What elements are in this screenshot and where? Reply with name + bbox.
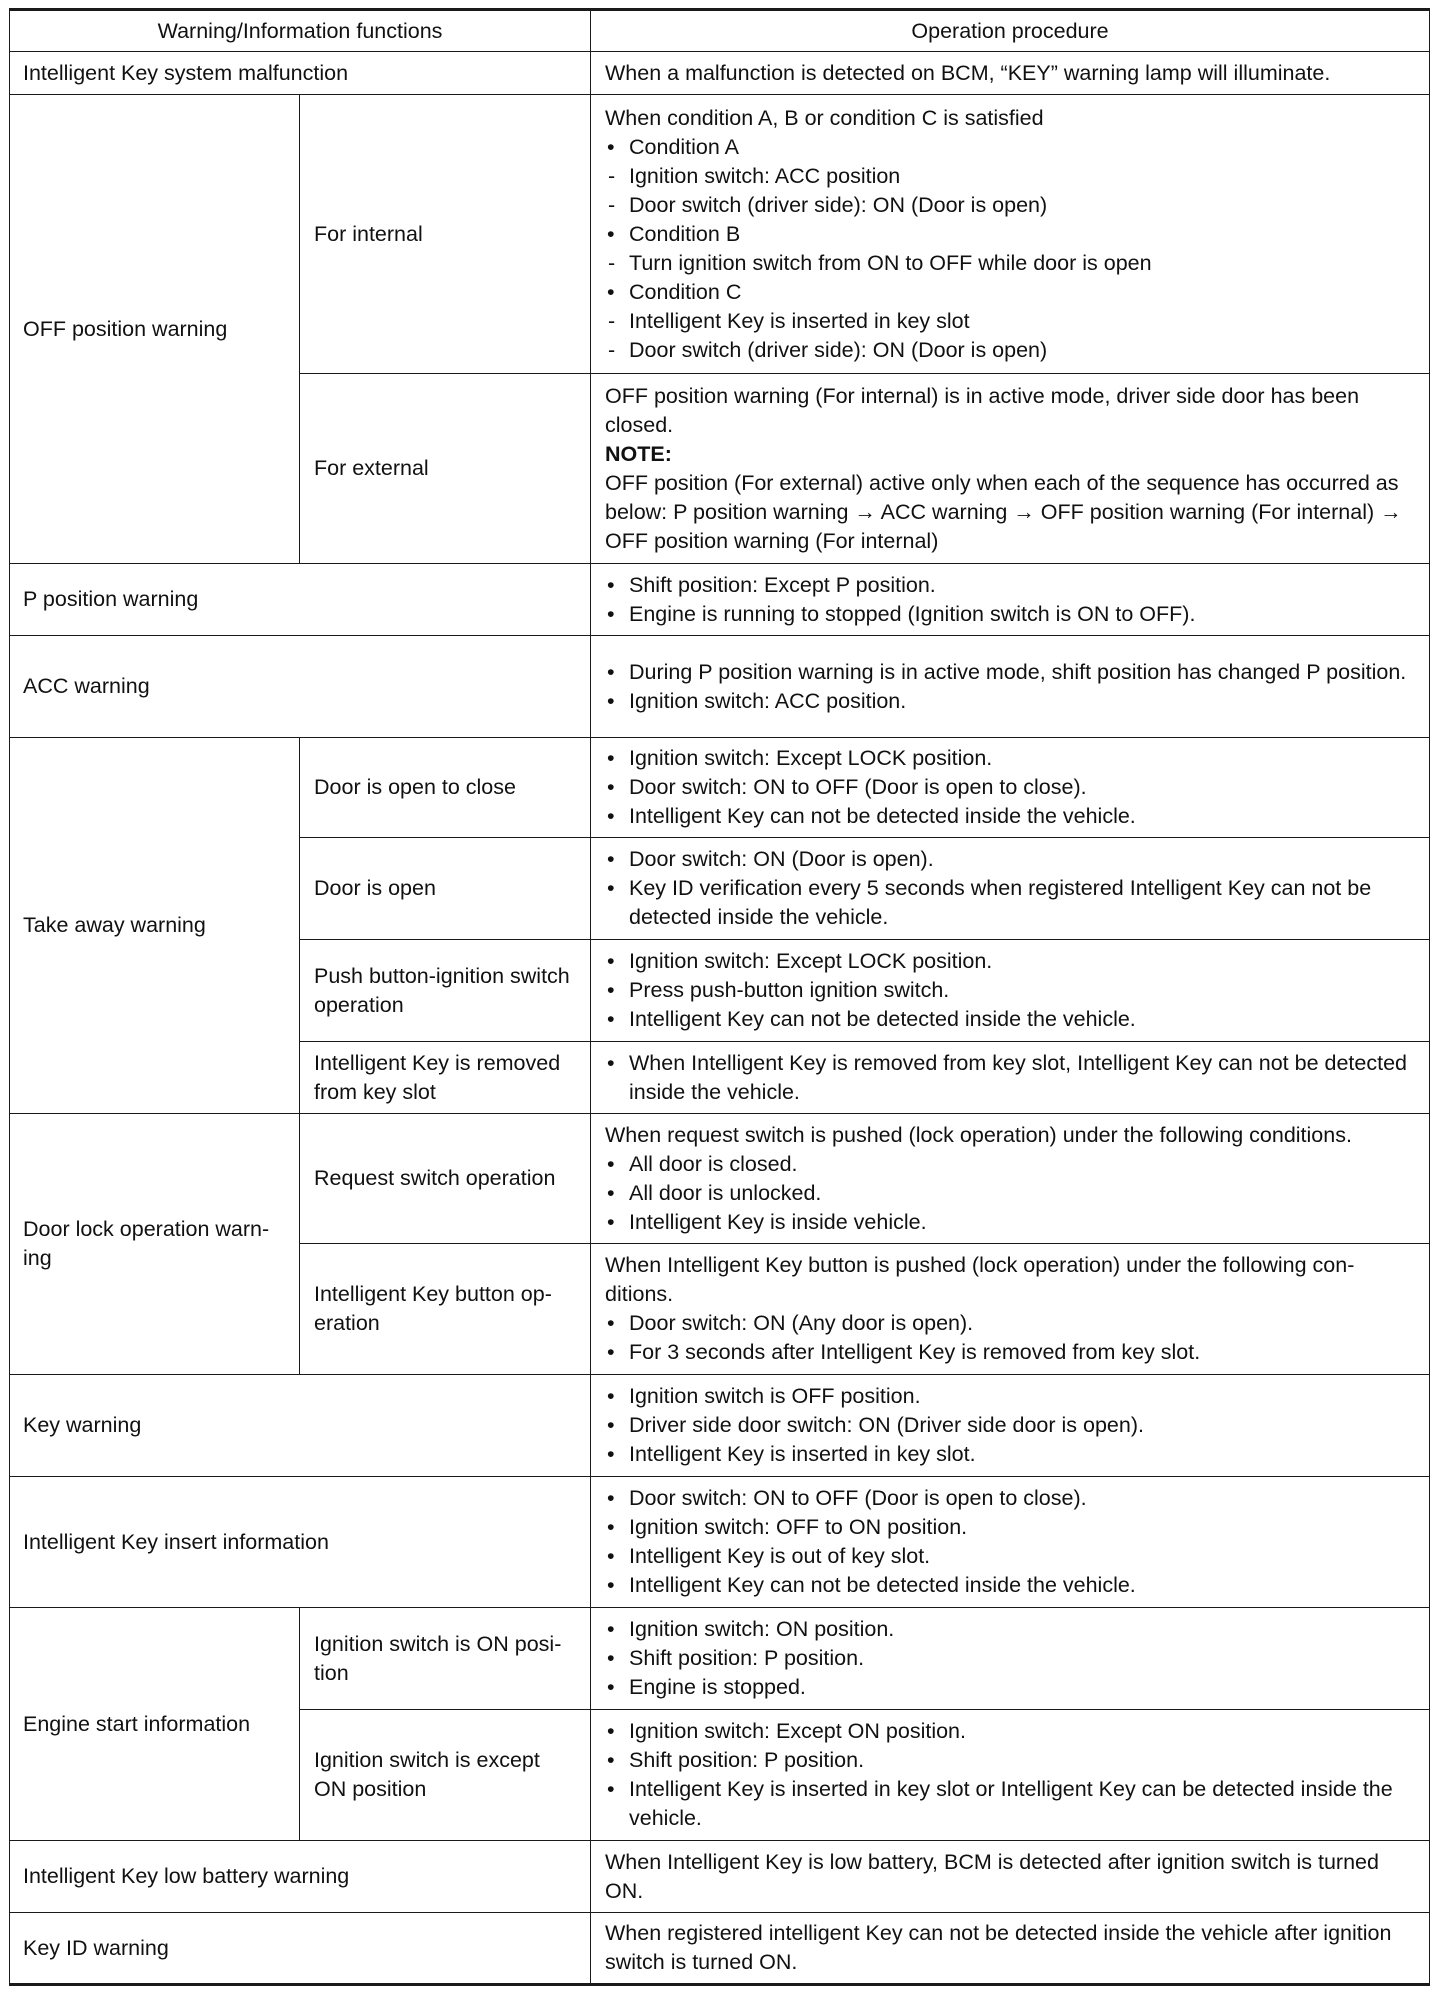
list-item: • Intelligent Key is inside vehicle. <box>605 1208 1415 1237</box>
procedure-intro: When request switch is pushed (lock operation) under the following conditions. <box>605 1122 1352 1147</box>
table-row <box>10 95 1430 374</box>
list-item: • Intelligent Key is out of key slot. <box>605 1542 1415 1571</box>
sub-condition: Push button-ignition switch operation <box>300 940 591 1042</box>
procedure-cell <box>591 95 1430 374</box>
condition-list <box>605 1309 1415 1367</box>
list-item: • Intelligent Key can not be detected inside the vehicle. <box>605 1005 1415 1034</box>
condition-list <box>605 1717 1415 1833</box>
function-name: ACC warning <box>10 636 591 738</box>
list-item: • Ignition switch: Except ON position. <box>605 1717 1415 1746</box>
list-item: - Door switch (driver side): ON (Door is open) <box>605 191 1415 220</box>
list-item: • Shift position: P position. <box>605 1644 1415 1673</box>
table-row <box>10 636 1430 738</box>
list-item: • Ignition switch: Except LOCK position. <box>605 744 1415 773</box>
procedure-cell <box>591 1710 1430 1841</box>
sub-condition: Request switch operation <box>300 1114 591 1244</box>
condition-list <box>605 744 1415 831</box>
condition-list <box>605 1150 1415 1237</box>
procedure-cell <box>591 940 1430 1042</box>
function-name: Take away warning <box>10 738 300 1114</box>
table-row <box>10 564 1430 636</box>
list-item: • All door is closed. <box>605 1150 1415 1179</box>
sub-condition: For external <box>300 374 591 564</box>
procedure-cell <box>591 1913 1430 1985</box>
list-item: • Door switch: ON to OFF (Door is open to close). <box>605 1484 1415 1513</box>
condition-list <box>605 571 1415 629</box>
function-name: Intelligent Key low battery warning <box>10 1841 591 1913</box>
procedure-cell <box>591 1114 1430 1244</box>
list-item: • Condition A <box>605 133 1415 162</box>
function-name: Intelligent Key system malfunction <box>10 52 591 95</box>
function-name: OFF position warning <box>10 95 300 564</box>
procedure-cell <box>591 1042 1430 1114</box>
list-item: • Door switch: ON (Door is open). <box>605 845 1415 874</box>
procedure-text: When Intelligent Key is low battery, BCM is detected after ignition switch is turned ON. <box>605 1849 1379 1903</box>
sub-condition: Ignition switch is except ON position <box>300 1710 591 1841</box>
function-name: Engine start information <box>10 1608 300 1841</box>
list-item: • Ignition switch: Except LOCK position. <box>605 947 1415 976</box>
condition-list <box>605 1484 1415 1600</box>
function-name: P position warning <box>10 564 591 636</box>
list-item: • Ignition switch: OFF to ON position. <box>605 1513 1415 1542</box>
list-item: • Condition C <box>605 278 1415 307</box>
sub-condition: For internal <box>300 95 591 374</box>
list-item: • Intelligent Key is inserted in key slot or Intelligent Key can be detected inside the vehicle. <box>605 1775 1415 1833</box>
procedure-cell <box>591 564 1430 636</box>
function-name: Intelligent Key insert information <box>10 1477 591 1608</box>
procedure-intro: When condition A, B or condition C is satisfied <box>605 105 1044 130</box>
procedure-cell <box>591 1841 1430 1913</box>
header-procedure: Operation procedure <box>591 10 1430 52</box>
list-item: • Key ID verification every 5 seconds when registered Intelligent Key can not be detected inside the vehicle. <box>605 874 1415 932</box>
procedure-text: When registered intelligent Key can not be detected inside the vehicle after ignition switch is turned ON. <box>605 1921 1392 1974</box>
list-item: • All door is unlocked. <box>605 1179 1415 1208</box>
list-item: • Door switch: ON to OFF (Door is open to close). <box>605 773 1415 802</box>
condition-list <box>605 845 1415 932</box>
note-label: NOTE: <box>605 441 672 466</box>
warning-functions-table <box>9 8 1430 1986</box>
list-item: • Intelligent Key can not be detected inside the vehicle. <box>605 1571 1415 1600</box>
list-item: - Intelligent Key is inserted in key slot <box>605 307 1415 336</box>
procedure-cell <box>591 1477 1430 1608</box>
table-row <box>10 1375 1430 1477</box>
procedure-cell <box>591 1244 1430 1375</box>
list-item: - Turn ignition switch from ON to OFF while door is open <box>605 249 1415 278</box>
sub-condition: Ignition switch is ON position <box>300 1608 591 1710</box>
list-item: • Intelligent Key can not be detected inside the vehicle. <box>605 802 1415 831</box>
list-item: • Condition B <box>605 220 1415 249</box>
list-item: • Ignition switch: ACC position. <box>605 687 1415 716</box>
table-row <box>10 1841 1430 1913</box>
procedure-cell <box>591 636 1430 738</box>
list-item: • Engine is running to stopped (Ignition switch is ON to OFF). <box>605 600 1415 629</box>
function-name: Key ID warning <box>10 1913 591 1985</box>
table-header-row <box>10 10 1430 52</box>
list-item: • Driver side door switch: ON (Driver side door is open). <box>605 1411 1415 1440</box>
procedure-cell <box>591 838 1430 940</box>
list-item: • During P position warning is in active mode, shift position has changed P position. <box>605 658 1415 687</box>
function-name: Key warning <box>10 1375 591 1477</box>
sub-condition: Intelligent Key is removed from key slot <box>300 1042 591 1114</box>
header-functions: Warning/Information functions <box>10 10 591 52</box>
list-item: • Ignition switch: ON position. <box>605 1615 1415 1644</box>
list-item: • Shift position: P position. <box>605 1746 1415 1775</box>
sub-condition: Door is open to close <box>300 738 591 838</box>
list-item: • When Intelligent Key is removed from key slot, Intelligent Key can not be detected inside the vehicle. <box>605 1049 1415 1107</box>
list-item: • Intelligent Key is inserted in key slot. <box>605 1440 1415 1469</box>
condition-list <box>605 658 1415 716</box>
procedure-text: OFF position (For external) active only when each of the sequence has occurred as below: P position warning → ACC warning → OFF position warning (For internal) → OFF position warning (For internal) <box>605 470 1402 553</box>
list-item: • Press push-button ignition switch. <box>605 976 1415 1005</box>
procedure-cell <box>591 1375 1430 1477</box>
table-row <box>10 1477 1430 1608</box>
condition-list <box>605 1049 1415 1107</box>
list-item: • For 3 seconds after Intelligent Key is removed from key slot. <box>605 1338 1415 1367</box>
condition-list <box>605 947 1415 1034</box>
condition-list <box>605 1615 1415 1702</box>
procedure-cell <box>591 1608 1430 1710</box>
sub-condition: Intelligent Key button operation <box>300 1244 591 1375</box>
procedure-text: OFF position warning (For internal) is in active mode, driver side door has been closed. <box>605 383 1360 437</box>
sub-condition: Door is open <box>300 838 591 940</box>
table-row <box>10 738 1430 838</box>
procedure-intro: When Intelligent Key button is pushed (lock operation) under the following conditions. <box>605 1253 1355 1306</box>
list-item: • Ignition switch is OFF position. <box>605 1382 1415 1411</box>
list-item: • Engine is stopped. <box>605 1673 1415 1702</box>
list-item: - Ignition switch: ACC position <box>605 162 1415 191</box>
procedure-cell <box>591 738 1430 838</box>
procedure-text: When a malfunction is detected on BCM, “KEY” warning lamp will illuminate. <box>605 60 1331 85</box>
table-row <box>10 1913 1430 1985</box>
procedure-cell <box>591 374 1430 564</box>
table-row <box>10 1608 1430 1710</box>
table-row <box>10 1114 1430 1244</box>
list-item: - Door switch (driver side): ON (Door is open) <box>605 336 1415 365</box>
list-item: • Door switch: ON (Any door is open). <box>605 1309 1415 1338</box>
condition-list <box>605 133 1415 365</box>
function-name: Door lock operation warning <box>10 1114 300 1375</box>
table-row <box>10 52 1430 95</box>
procedure-cell <box>591 52 1430 95</box>
list-item: • Shift position: Except P position. <box>605 571 1415 600</box>
condition-list <box>605 1382 1415 1469</box>
